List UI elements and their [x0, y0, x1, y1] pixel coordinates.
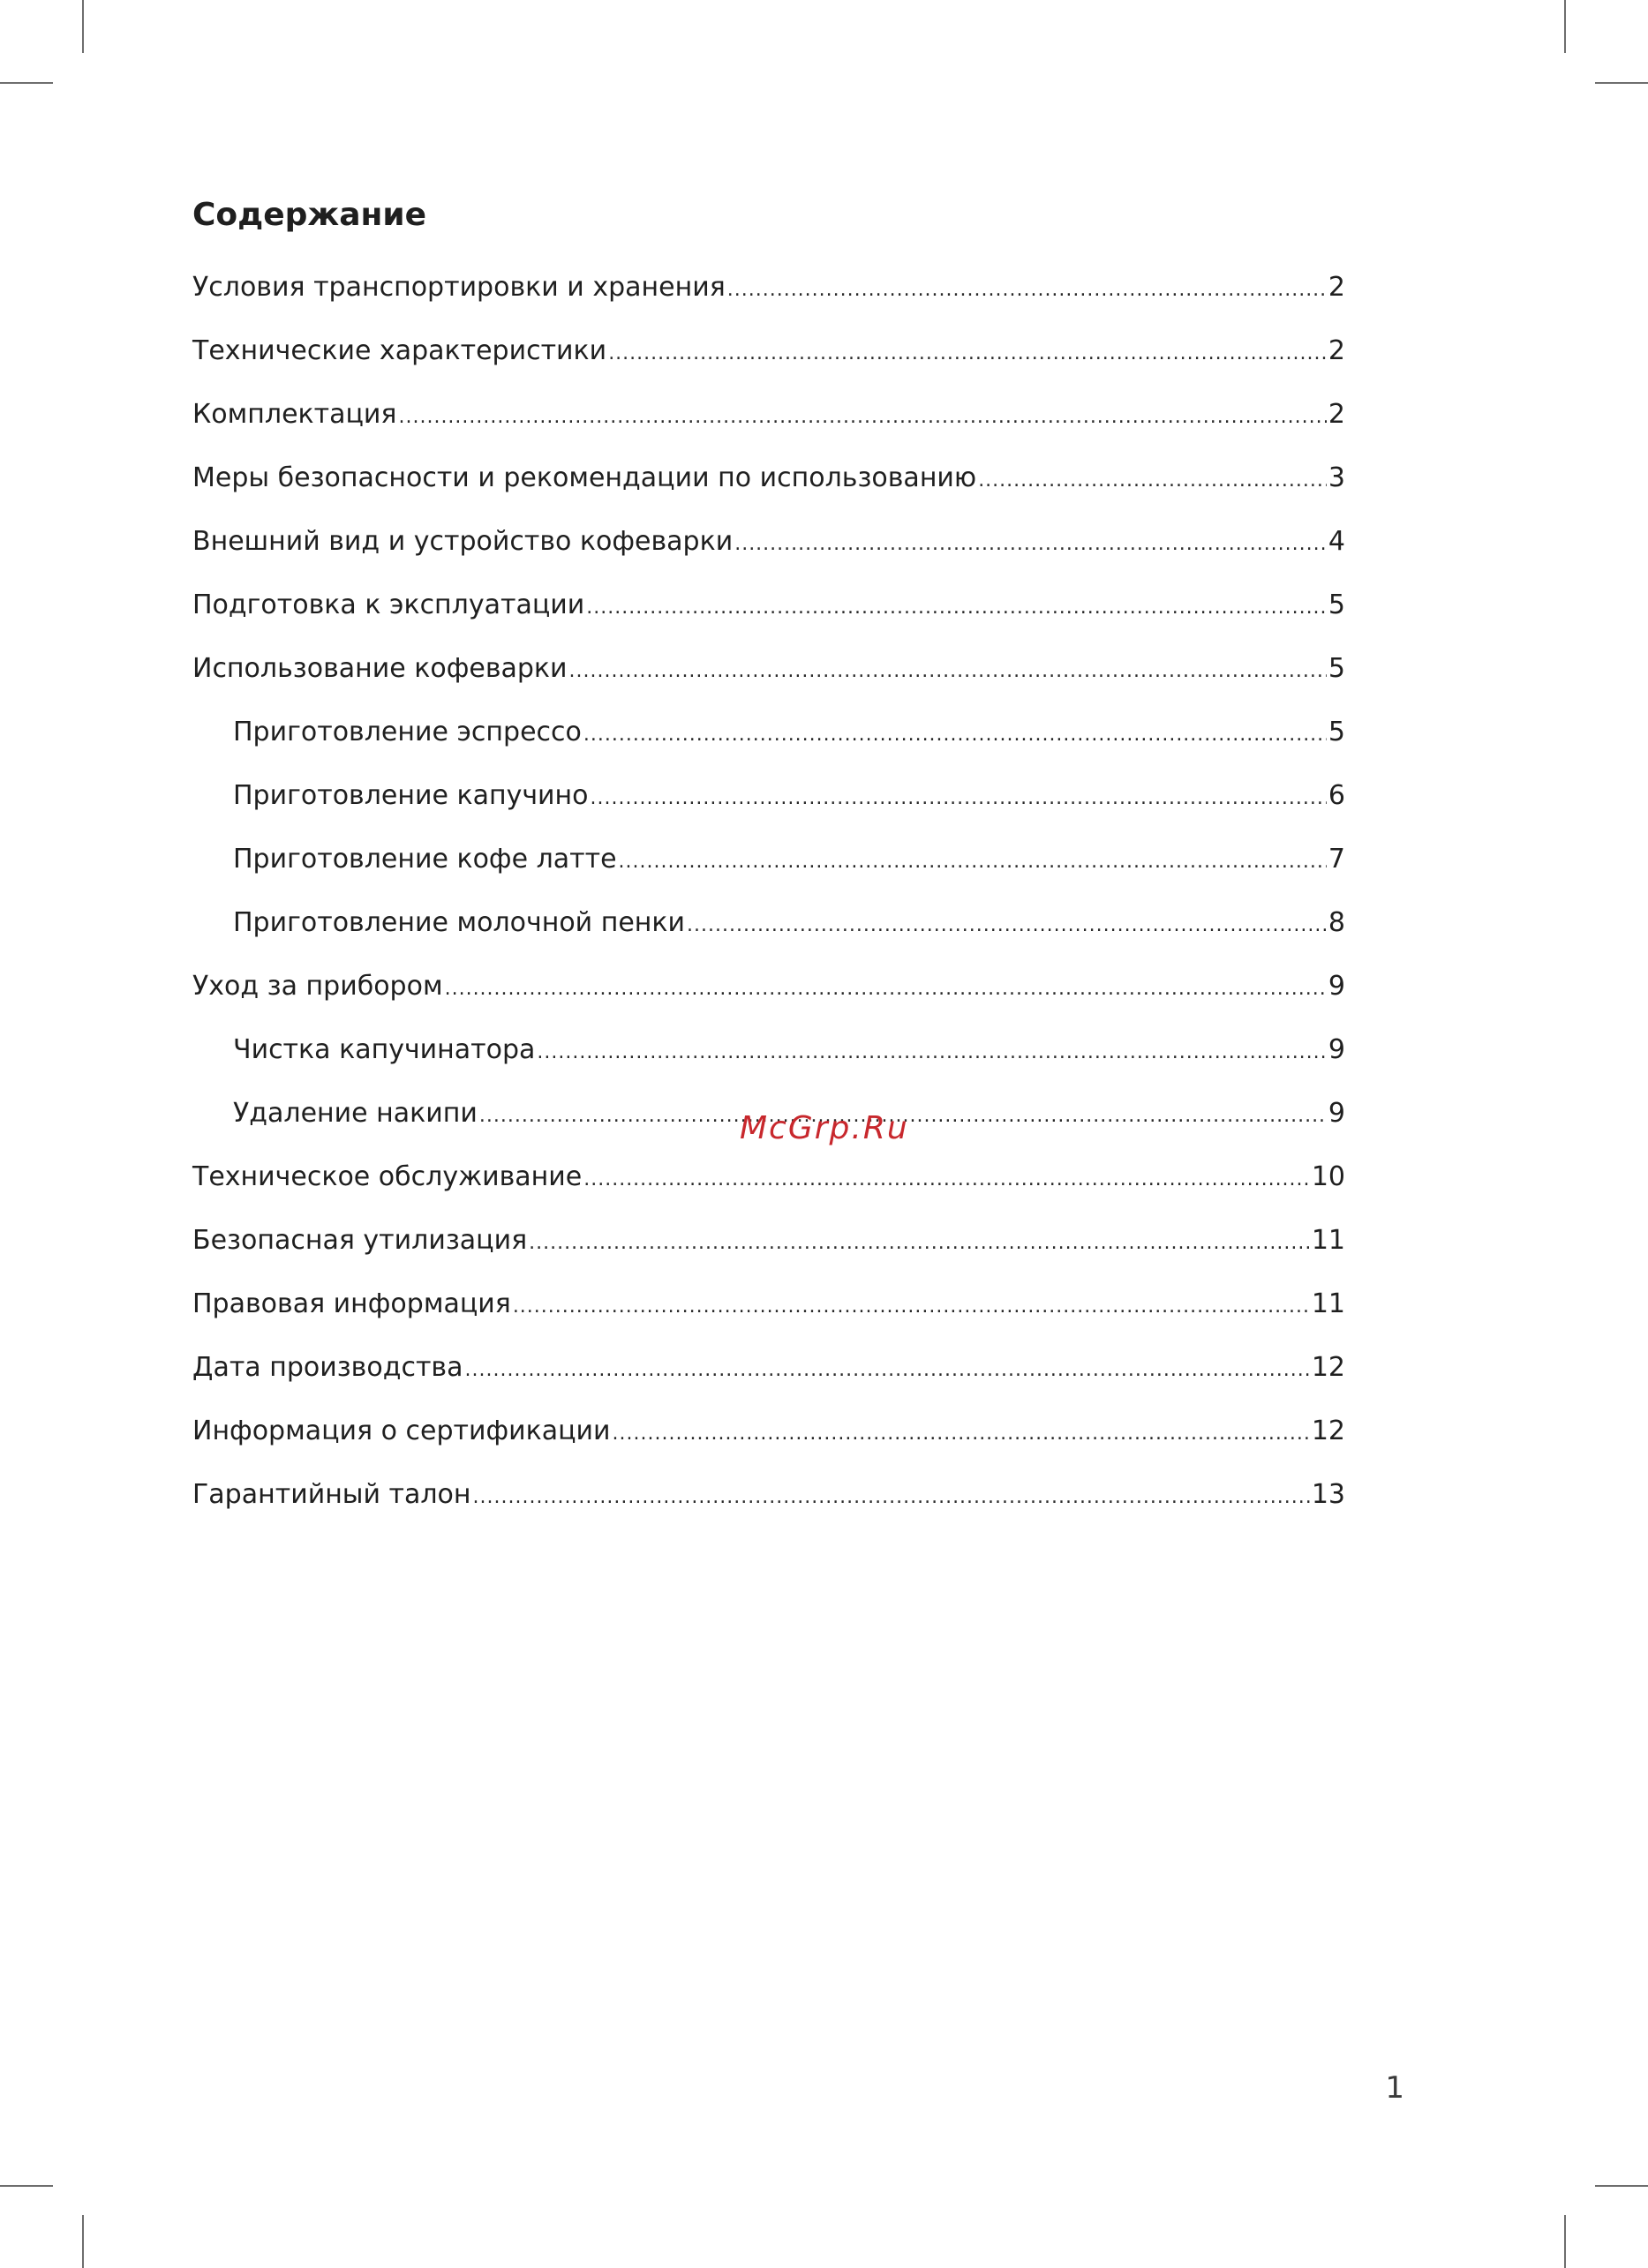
toc-entry-page: 11 — [1311, 1225, 1345, 1256]
toc-entry-label: Технические характеристики — [192, 335, 607, 366]
toc-entry-page: 4 — [1328, 526, 1345, 557]
toc-entry-label: Комплектация — [192, 399, 397, 430]
toc-dot-leader — [583, 1148, 1310, 1212]
toc-entry-label: Приготовление капучино — [233, 780, 589, 811]
toc-dot-leader — [537, 1021, 1326, 1085]
toc-entry-page: 13 — [1311, 1479, 1345, 1510]
crop-mark-top-left-horizontal — [0, 82, 53, 84]
toc-entry-label: Подготовка к эксплуатации — [192, 590, 585, 620]
toc-dot-leader — [727, 259, 1327, 322]
toc-list — [192, 256, 1345, 1527]
toc-entry-page: 2 — [1328, 399, 1345, 430]
toc-entry[interactable] — [192, 955, 1345, 1018]
toc-entry-label: Дата производства — [192, 1352, 463, 1383]
toc-entry-label: Уход за прибором — [192, 971, 443, 1002]
toc-dot-leader — [583, 703, 1327, 767]
toc-entry-label: Внешний вид и устройство кофеварки — [192, 526, 734, 557]
toc-dot-leader — [734, 513, 1327, 576]
toc-dot-leader — [591, 767, 1327, 830]
toc-entry[interactable] — [192, 637, 1345, 701]
crop-mark-top-right-vertical — [1564, 0, 1566, 53]
toc-entry[interactable] — [192, 256, 1345, 319]
toc-entry-page: 6 — [1328, 780, 1345, 811]
toc-entry-page: 9 — [1328, 971, 1345, 1002]
toc-entry-label: Чистка капучинатора — [233, 1034, 536, 1065]
crop-mark-bottom-left-horizontal — [0, 2185, 53, 2187]
toc-dot-leader — [608, 322, 1327, 386]
crop-mark-top-right-horizontal — [1595, 82, 1648, 84]
toc-entry-page: 11 — [1311, 1288, 1345, 1319]
toc-entry[interactable] — [192, 1145, 1345, 1209]
toc-entry[interactable] — [192, 701, 1345, 764]
toc-entry[interactable] — [192, 1400, 1345, 1463]
toc-dot-leader — [473, 1466, 1310, 1529]
page-number: 1 — [1385, 2070, 1404, 2106]
toc-entry-label: Правовая информация — [192, 1288, 511, 1319]
toc-entry[interactable] — [192, 1336, 1345, 1400]
toc-dot-leader — [465, 1339, 1310, 1402]
toc-entry[interactable] — [192, 574, 1345, 637]
toc-entry-page: 12 — [1311, 1352, 1345, 1383]
toc-dot-leader — [619, 830, 1327, 894]
toc-entry-page: 5 — [1328, 653, 1345, 684]
toc-entry-page: 2 — [1328, 335, 1345, 366]
toc-entry[interactable] — [192, 510, 1345, 574]
toc-entry[interactable] — [192, 764, 1345, 828]
toc-entry-page: 10 — [1311, 1161, 1345, 1192]
table-of-contents — [192, 196, 1345, 1527]
toc-dot-leader — [445, 958, 1327, 1021]
toc-entry-label: Условия транспортировки и хранения — [192, 272, 726, 303]
toc-dot-leader — [978, 449, 1327, 513]
toc-dot-leader — [398, 386, 1326, 449]
toc-dot-leader — [569, 640, 1327, 703]
toc-entry[interactable] — [192, 1273, 1345, 1336]
toc-entry-label: Безопасная утилизация — [192, 1225, 528, 1256]
toc-entry-page: 12 — [1311, 1416, 1345, 1446]
toc-entry-page: 5 — [1328, 717, 1345, 747]
toc-entry[interactable] — [192, 1018, 1345, 1082]
crop-mark-top-left-vertical — [82, 0, 84, 53]
toc-entry-page: 3 — [1328, 462, 1345, 493]
toc-entry-page: 8 — [1328, 907, 1345, 938]
toc-entry-page: 9 — [1328, 1098, 1345, 1129]
toc-entry-label: Информация о сертификации — [192, 1416, 611, 1446]
toc-entry[interactable] — [192, 1209, 1345, 1273]
toc-entry-page: 7 — [1328, 844, 1345, 875]
crop-mark-bottom-right-horizontal — [1595, 2185, 1648, 2187]
watermark: McGrp.Ru — [740, 1110, 909, 1146]
toc-entry-label: Приготовление кофе латте — [233, 844, 617, 875]
toc-entry-page: 2 — [1328, 272, 1345, 303]
toc-entry[interactable] — [192, 891, 1345, 955]
toc-dot-leader — [586, 576, 1327, 640]
toc-entry[interactable] — [192, 828, 1345, 891]
toc-dot-leader — [687, 894, 1327, 958]
toc-entry-page: 5 — [1328, 590, 1345, 620]
toc-entry[interactable] — [192, 319, 1345, 383]
toc-entry-label: Приготовление эспрессо — [233, 717, 582, 747]
toc-entry[interactable] — [192, 383, 1345, 447]
toc-dot-leader — [529, 1212, 1310, 1275]
toc-entry-label: Приготовление молочной пенки — [233, 907, 686, 938]
toc-entry-label: Техническое обслуживание — [192, 1161, 583, 1192]
crop-mark-bottom-left-vertical — [82, 2215, 84, 2268]
toc-entry[interactable] — [192, 447, 1345, 510]
toc-entry-page: 9 — [1328, 1034, 1345, 1065]
toc-entry-label: Меры безопасности и рекомендации по использованию — [192, 462, 977, 493]
toc-dot-leader — [613, 1402, 1310, 1466]
toc-title: Содержание — [192, 197, 427, 233]
toc-dot-leader — [513, 1275, 1310, 1339]
toc-entry-label: Удаление накипи — [233, 1098, 478, 1129]
toc-entry[interactable] — [192, 1463, 1345, 1527]
toc-entry-label: Использование кофеварки — [192, 653, 568, 684]
toc-entry-label: Гарантийный талон — [192, 1479, 471, 1510]
crop-mark-bottom-right-vertical — [1564, 2215, 1566, 2268]
